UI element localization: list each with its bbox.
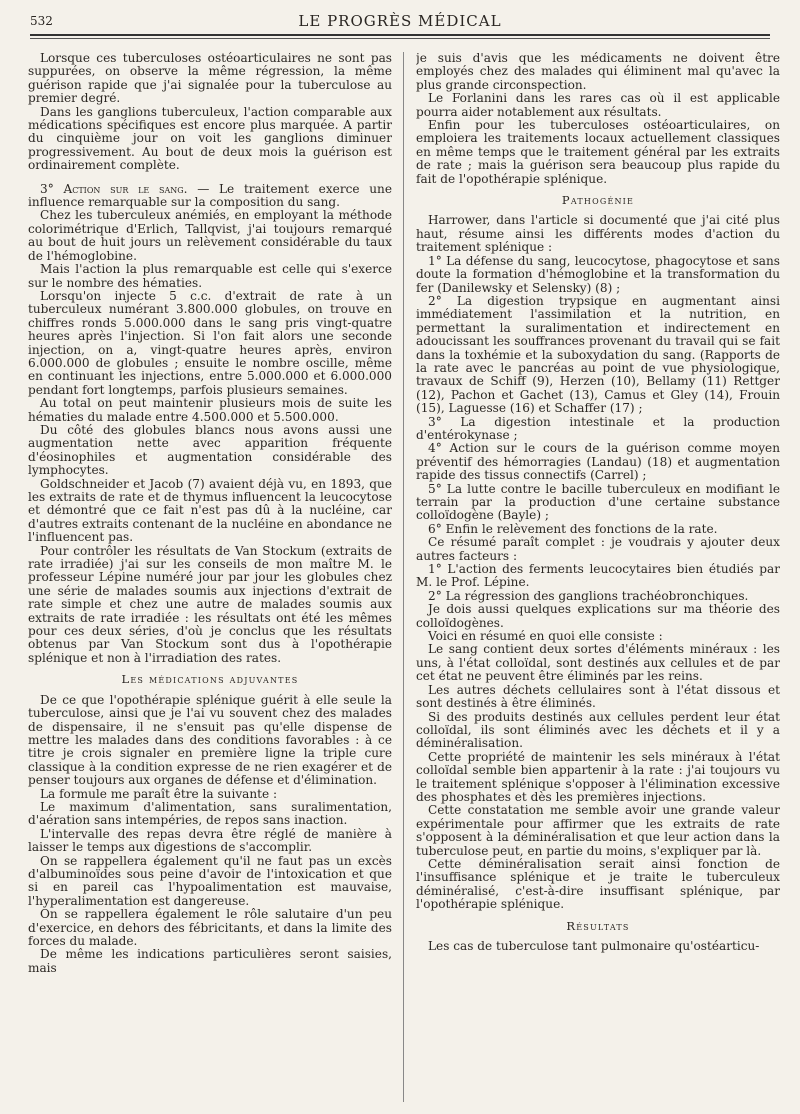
- paragraph: Harrower, dans l'article si documenté que j'ai cité plus haut, résume ainsi les différents modes d'action du traitement splénique :: [416, 213, 780, 255]
- paragraph: Mais l'action la plus remarquable est celle qui s'exerce sur le nombre des hématies.: [28, 262, 392, 290]
- paragraph: On se rappellera également qu'il ne faut pas un excès d'albuminoïdes sous peine d'avoir de l'intoxication et que si en pareil cas l'hypoalimentation est mauvaise, l'hyperalimentation est dangereuse.: [28, 853, 392, 908]
- paragraph: 6° Enfin le relèvement des fonctions de la rate.: [428, 521, 718, 536]
- paragraph: 1° La défense du sang, leucocytose, phagocytose et sans doute la formation d'hémoglobine et la transformation du fer (Danilewsky et Selensky) (8) ;: [416, 253, 780, 295]
- paragraph: 4° Action sur le cours de la guérison comme moyen préventif des hémorragies (Landau) (18) et augmentation rapide des tissus connectifs (Carrel) ;: [416, 441, 780, 483]
- section-heading: Résultats: [566, 918, 630, 933]
- paragraph: Cette déminéralisation serait ainsi fonction de l'insuffisance splénique et je traite le tuberculeux déminéralisé, c'est-à-dire insuffisant splénique, par l'opothérapie splénique.: [416, 856, 780, 912]
- journal-title: LE PROGRÈS MÉDICAL: [298, 12, 502, 30]
- paragraph: 3° La digestion intestinale et la production d'entérokynase ;: [416, 414, 780, 442]
- page-header: [30, 10, 770, 32]
- paragraph: Je dois aussi quelques explications sur ma théorie des colloïdogènes.: [416, 602, 780, 630]
- paragraph: Chez les tuberculeux anémiés, en employant la méthode colorimétrique d'Erlich, Tallqvist, j'ai toujours remarqué au bout de huit jours un relèvement considérable du taux de l'hémoglobine.: [28, 208, 392, 263]
- paragraph: [28, 183, 392, 210]
- paragraph: Les cas de tuberculose tant pulmonaire qu'ostéarticu-: [428, 939, 760, 953]
- header-rule-thin: [30, 38, 770, 39]
- paragraph: Lorsqu'on injecte 5 c.c. d'extrait de rate à un tuberculeux numérant 3.800.000 globules, on trouve en chiffres ronds 5.000.000 dans le sang pris vingt-quatre heures après l'injection. Si l'on fait alors une seconde injection, on a, vingt-quatre heures après, environ 6.000.000 de globules ; ensuite le nombre oscille, même en continuant les injections, entre 5.000.000 et 6.000.000 pendant fort longtemps, parfois plusieurs semaines.: [28, 288, 392, 397]
- paragraph: 5° La lutte contre le bacille tuberculeux en modifiant le terrain par la production d'une certaine substance colloïdogène (Bayle) ;: [416, 481, 780, 523]
- paragraph: Lorsque ces tuberculoses ostéoarticulaires ne sont pas suppurées, on observe la même régression, la même guérison rapide que j'ai signalée pour la tuberculose au premier degré.: [28, 52, 392, 106]
- paragraph: Voici en résumé en quoi elle consiste :: [428, 629, 663, 644]
- paragraph: De ce que l'opothérapie splénique guérit à elle seule la tuberculose, ainsi que je l'ai vu souvent chez des malades de dispensaire, il ne s'ensuit pas qu'elle dispense de mettre les malades dans des conditions favorables : à ce titre je crois signaler en première ligne la triple cure classique à la condition expresse de ne rien exagérer et de penser toujours aux organes de défense et d'élimination.: [28, 692, 392, 788]
- paragraph: Pour contrôler les résultats de Van Stockum (extraits de rate irradiée) j'ai sur les conseils de mon maître M. le professeur Lépine numéré jour par jour les globules chez une série de malades soumis aux injections d'extrait de rate simple et chez une autre de malades soumis aux extraits de rate irradiée : les résultats ont été les mêmes pour ces deux séries, d'où je conclus que les résultats obtenus par Van Stockum sont dus à l'opothérapie splénique et non à l'irradiation des rates.: [28, 543, 392, 665]
- column-divider: [403, 52, 404, 1102]
- paragraph: Les autres déchets cellulaires sont à l'état dissous et sont destinés à être éliminés.: [416, 682, 780, 711]
- paragraph: 2° La régression des ganglions trachéobronchiques.: [428, 588, 749, 603]
- paragraph: Ce résumé paraît complet : je voudrais y ajouter deux autres facteurs :: [416, 535, 780, 563]
- paragraph: Cette propriété de maintenir les sels minéraux à l'état colloïdal semble bien appartenir à la rate : j'ai toujours vu le traitement splénique s'opposer à l'élimination excessive des phosphates et dès les premières injections.: [416, 749, 780, 804]
- header-rule-thick: [30, 34, 770, 36]
- paragraph: On se rappellera également le rôle salutaire d'un peu d'exercice, en dehors des fébricitants, et dans la limite des forces du malade.: [28, 907, 392, 948]
- paragraph: Enfin pour les tuberculoses ostéoarticulaires, on emploiera les traitements locaux actuellement classiques en même temps que le traitement général par les extraits de rate ; mais la guérison sera beaucoup plus rapide du fait de l'opothérapie splénique.: [416, 118, 780, 186]
- paragraph: je suis d'avis que les médicaments ne doivent être employés chez des malades qui éliminent mal qu'avec la plus grande circonspection.: [416, 52, 780, 92]
- paragraph: De même les indications particulières seront saisies, mais: [28, 947, 392, 975]
- paragraph: Le Forlanini dans les rares cas où il est applicable pourra aider notablement aux résultats.: [416, 91, 780, 119]
- left-column: [28, 52, 392, 1108]
- inline-heading: 3° Action sur le sang.: [40, 181, 188, 196]
- paragraph: Goldschneider et Jacob (7) avaient déjà vu, en 1893, que les extraits de rate et de thymus influencent la leucocytose et démontré que ce fait n'est pas dû à la nucléine, car d'autres extraits contenant de la nucléine en abondance ne l'influencent pas.: [28, 476, 392, 545]
- section-heading: Pathogénie: [561, 193, 635, 208]
- paragraph: 1° L'action des ferments leucocytaires bien étudiés par M. le Prof. Lépine.: [416, 562, 780, 590]
- paragraph: L'intervalle des repas devra être réglé de manière à laisser le temps aux digestions de s'accomplir.: [28, 826, 392, 855]
- paragraph: La formule me paraît être la suivante :: [40, 786, 278, 801]
- section-heading: Les médications adjuvantes: [121, 672, 299, 687]
- paragraph: Si des produits destinés aux cellules perdent leur état colloïdal, ils sont éliminés avec les déchets et il y a déminéralisation.: [416, 709, 780, 751]
- paragraph: Au total on peut maintenir plusieurs mois de suite les hématies du malade entre 4.500.000 et 5.500.000.: [28, 396, 392, 424]
- paragraph: Le maximum d'alimentation, sans suralimentation, d'aération sans intempéries, de repos sans inaction.: [28, 799, 392, 828]
- paragraph: Dans les ganglions tuberculeux, l'action comparable aux médications spécifiques est encore plus marquée. A partir du cinquième jour on voit les ganglions diminuer progressivement. Au bout de deux mois la guérison est ordinairement complète.: [28, 104, 392, 173]
- paragraph: Le sang contient deux sortes d'éléments minéraux : les uns, à l'état colloïdal, sont destinés aux cellules et de par cet état ne peuvent être éliminés par les reins.: [416, 642, 780, 684]
- paragraph-text: — Le traitement exerce une influence remarquable sur la composition du sang.: [28, 181, 392, 210]
- paragraph: 2° La digestion trypsique en augmentant ainsi immédiatement l'assimilation et la nutrition, en permettant la suralimentation et indirectement en adoucissant les souffrances provenant du travail qui se fait dans la toxhémie et la suboxydation du sang. (Rapports de la rate avec le pancréas au point de vue physiologique, travaux de Schiff (9), Herzen (10), Bellamy (11) Rettger (12), Pachon et Gachet (13), Camus et Gley (14), Frouin (15), Laguesse (16) et Schaffer (17) ;: [416, 293, 780, 416]
- right-column: [416, 52, 780, 1108]
- paragraph: Cette constatation me semble avoir une grande valeur expérimentale pour affirmer que les extraits de rate s'opposent à la déminéralisation et que leur action dans la tuberculose peut, en partie du moins, s'expliquer par là.: [416, 803, 780, 858]
- page-number: 532: [30, 14, 53, 28]
- paragraph: Du côté des globules blancs nous avons aussi une augmentation nette avec apparition fréquente d'éosinophiles et augmentation considérable des lymphocytes.: [28, 422, 392, 478]
